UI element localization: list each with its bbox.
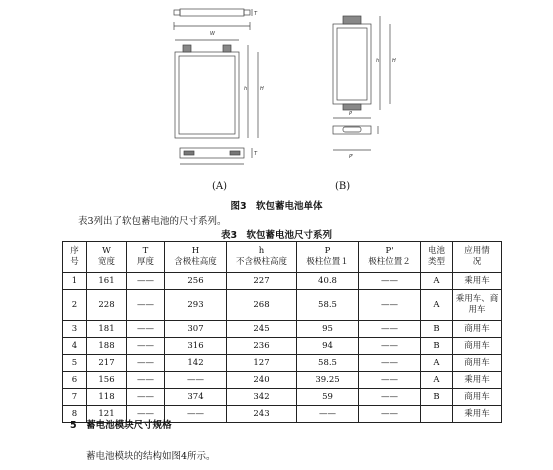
table-cell: —— (359, 321, 421, 338)
table-cell: 5 (63, 355, 87, 372)
table-cell: —— (127, 273, 165, 290)
table-cell: 乘用车、商用车 (453, 290, 502, 321)
table-cell: 188 (87, 338, 127, 355)
table-cell: 7 (63, 389, 87, 406)
table-row (63, 290, 502, 321)
table-cell: —— (359, 372, 421, 389)
table-cell: 121 (87, 406, 127, 423)
table-cell: 2 (63, 290, 87, 321)
table-cell: 374 (165, 389, 227, 406)
header-cell: 应用情 况 (453, 242, 502, 273)
header-cell: H 含极柱高度 (165, 242, 227, 273)
table-cell: 6 (63, 372, 87, 389)
table-cell: —— (359, 406, 421, 423)
table-cell: 商用车 (453, 355, 502, 372)
table-cell: —— (127, 321, 165, 338)
table-cell: 乘用车 (453, 372, 502, 389)
intro-paragraph: 表3列出了软包蓄电池的尺寸系列。 (78, 216, 227, 227)
table-cell: —— (359, 338, 421, 355)
table-cell: 乘用车 (453, 406, 502, 423)
table-cell: 94 (297, 338, 359, 355)
table-cell: 商用车 (453, 321, 502, 338)
table-row (63, 273, 502, 290)
table-cell: —— (165, 406, 227, 423)
table-cell: 59 (297, 389, 359, 406)
table-cell: 240 (227, 372, 297, 389)
cell-drawings (0, 0, 553, 200)
header-cell: P' 极柱位置２ (359, 242, 421, 273)
dim-label-b-hbig: H (392, 58, 396, 64)
table-cell: —— (127, 338, 165, 355)
table-cell: 316 (165, 338, 227, 355)
header-cell: W 宽度 (87, 242, 127, 273)
table-cell: 228 (87, 290, 127, 321)
table-cell: A (421, 273, 453, 290)
table-cell: —— (359, 389, 421, 406)
section-heading: 5 蓄电池模块尺寸规格 (70, 420, 172, 431)
table-cell: 118 (87, 389, 127, 406)
table-cell: 商用车 (453, 389, 502, 406)
table-cell: A (421, 290, 453, 321)
table-cell: 342 (227, 389, 297, 406)
table-cell: 58.5 (297, 355, 359, 372)
header-cell: h 不含极柱高度 (227, 242, 297, 273)
dim-label-w: W (210, 31, 215, 37)
table-cell: 245 (227, 321, 297, 338)
table-cell: B (421, 389, 453, 406)
header-cell: 序 号 (63, 242, 87, 273)
table-cell: 156 (87, 372, 127, 389)
table-row (63, 389, 502, 406)
table-cell: B (421, 321, 453, 338)
table-cell: 40.8 (297, 273, 359, 290)
dim-label-t: T (254, 11, 258, 17)
dim-label-hbig: H (260, 86, 264, 92)
header-cell: P 极柱位置１ (297, 242, 359, 273)
header-cell: 电池 类型 (421, 242, 453, 273)
table-title: 表3 软包蓄电池尺寸系列 (220, 230, 333, 241)
table-cell: —— (359, 273, 421, 290)
table-row (63, 338, 502, 355)
table-cell: 8 (63, 406, 87, 423)
drawing-b-front-view (333, 24, 371, 104)
table-cell: —— (127, 389, 165, 406)
table-cell: —— (165, 372, 227, 389)
figure-caption-b: (B) (335, 181, 351, 192)
table-cell: 293 (165, 290, 227, 321)
table-cell: —— (127, 355, 165, 372)
table-cell: —— (127, 372, 165, 389)
table-cell: —— (127, 406, 165, 423)
section-paragraph: 蓄电池模块的结构如图4所示。 (86, 451, 216, 462)
table-cell: 乘用车 (453, 273, 502, 290)
table-cell: 127 (227, 355, 297, 372)
table-cell: —— (359, 290, 421, 321)
dim-label-t2: T (254, 151, 258, 157)
table-cell: 商用车 (453, 338, 502, 355)
dim-label-h: h (244, 86, 248, 92)
table-cell: A (421, 372, 453, 389)
table-cell: 1 (63, 273, 87, 290)
table-cell: 3 (63, 321, 87, 338)
table-cell: A (421, 355, 453, 372)
table-cell: 95 (297, 321, 359, 338)
table-cell: 243 (227, 406, 297, 423)
table-cell: 217 (87, 355, 127, 372)
table-cell: 256 (165, 273, 227, 290)
table-cell: —— (297, 406, 359, 423)
table-cell: 39.25 (297, 372, 359, 389)
table-row (63, 355, 502, 372)
figure-caption-a: (A) (212, 181, 228, 192)
drawing-a-front-view (175, 52, 239, 138)
table-cell: 58.5 (297, 290, 359, 321)
table-row (63, 372, 502, 389)
table-cell: 236 (227, 338, 297, 355)
figure-title: 图3 软包蓄电池单体 (230, 201, 323, 212)
table-header-row (63, 242, 502, 273)
table-cell: 4 (63, 338, 87, 355)
dim-label-p: P (349, 111, 353, 117)
dim-label-b-h: h (376, 58, 380, 64)
table-cell: 268 (227, 290, 297, 321)
table-cell: 227 (227, 273, 297, 290)
table-cell (421, 406, 453, 423)
table-cell: 161 (87, 273, 127, 290)
table-row (63, 321, 502, 338)
table-cell: B (421, 338, 453, 355)
header-cell: T 厚度 (127, 242, 165, 273)
dim-label-pprime: P' (349, 154, 354, 160)
table-cell: 142 (165, 355, 227, 372)
table-cell: —— (127, 290, 165, 321)
drawing-a-top-view (180, 9, 244, 16)
table-cell: 307 (165, 321, 227, 338)
dimension-table (62, 241, 502, 423)
table-cell: 181 (87, 321, 127, 338)
table-cell: —— (359, 355, 421, 372)
